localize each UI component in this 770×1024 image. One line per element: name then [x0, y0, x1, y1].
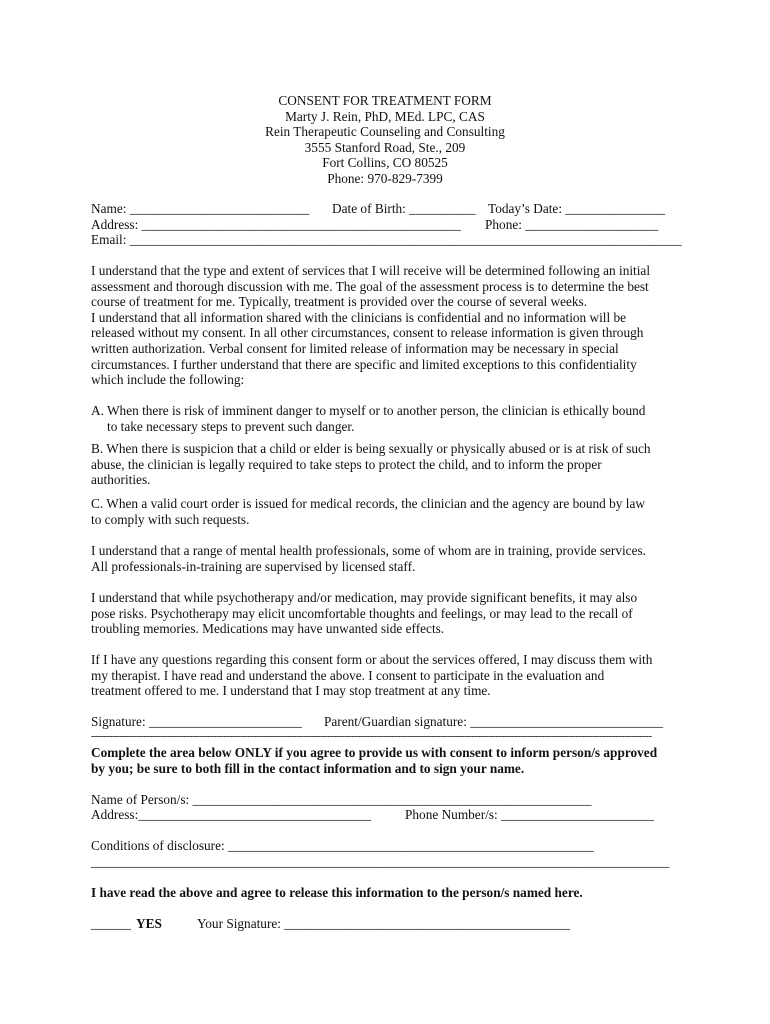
exception-c-line: to comply with such requests.: [91, 511, 250, 527]
conditions-field[interactable]: Conditions of disclosure: _______________________________________________________: [91, 838, 594, 853]
form-header: [0, 93, 770, 187]
client-info-row-2: [91, 217, 681, 233]
client-name-field[interactable]: Name: ___________________________: [91, 201, 310, 216]
person-name-row: [91, 792, 681, 808]
intro-line: released without my consent. In all other circumstances, consent to release information is given through: [91, 325, 644, 341]
exception-b-line: authorities.: [91, 472, 151, 488]
training-paragraph: [91, 543, 681, 574]
risks-line: I understand that while psychotherapy and/or medication, may provide significant benefits, it may also: [91, 590, 638, 605]
risks-line: pose risks. Psychotherapy may elicit uncomfortable thoughts and feelings, or may lead to the recall of: [91, 605, 633, 621]
conditions-row: [91, 838, 681, 854]
agreement-row: [91, 885, 681, 901]
release-instruction-line: by you; be sure to both fill in the contact information and to sign your name.: [91, 760, 525, 776]
person-phone-field[interactable]: Phone Number/s: _______________________: [405, 807, 654, 822]
intro-line: written authorization. Verbal consent for limited release of information may be necessary in special: [91, 340, 619, 356]
practice-address: 3555 Stanford Road, Ste., 209: [304, 139, 466, 155]
intro-line: which include the following:: [91, 372, 245, 388]
exception-b-line: B. When there is suspicion that a child or elder is being sexually or physically abused or is at risk of such: [91, 441, 651, 456]
intro-line: I understand that the type and extent of services that I will receive will be determined following an initial: [91, 263, 651, 278]
intro-line: I understand that all information shared with the clinicians is confidential and no information will be: [91, 309, 627, 325]
practice-name: Rein Therapeutic Counseling and Consulting: [265, 124, 505, 140]
questions-line: If I have any questions regarding this consent form or about the services offered, I may discuss them with: [91, 652, 653, 667]
release-instructions: [91, 745, 681, 776]
questions-line: my therapist. I have read and understand the above. I consent to participate in the evaluation and: [91, 667, 605, 683]
client-phone-field[interactable]: Phone: ____________________: [485, 217, 659, 232]
exception-c-line: C. When a valid court order is issued for medical records, the clinician and the agency are bound by law: [91, 496, 645, 511]
intro-line: circumstances. I further understand that there are specific and limited exceptions to this confidentiality: [91, 356, 637, 372]
risks-paragraph: [91, 590, 681, 637]
conditions-row-2: [91, 854, 681, 870]
therapist-name: Marty J. Rein, PhD, MEd. LPC, CAS: [285, 108, 485, 124]
exception-a-line: to take necessary steps to prevent such danger.: [107, 418, 355, 434]
person-address-field[interactable]: Address:___________________________________: [91, 807, 371, 822]
release-instruction-line: Complete the area below ONLY if you agree to provide us with consent to inform person/s approved: [91, 745, 658, 760]
todays-date-field[interactable]: Today’s Date: _______________: [488, 201, 666, 216]
exception-a: [91, 403, 681, 434]
conditions-field-line-2[interactable]: _______________________________________________________________________________________: [91, 854, 670, 869]
yes-label: YES: [136, 916, 162, 931]
exception-b-line: abuse, the clinician is legally required to take steps to protect the child, and to inform the proper: [91, 456, 602, 472]
agreement-statement: I have read the above and agree to release this information to the person/s named here.: [91, 885, 583, 900]
exception-b: [91, 441, 681, 488]
signature-row: [91, 714, 681, 730]
yes-blank-field[interactable]: ______: [91, 916, 131, 931]
signature-field[interactable]: Signature: _______________________: [91, 714, 302, 729]
training-line: I understand that a range of mental health professionals, some of whom are in training, provide services.: [91, 543, 646, 558]
your-signature-field[interactable]: Your Signature: ___________________________________________: [197, 916, 571, 931]
date-of-birth-field[interactable]: Date of Birth: __________: [332, 201, 476, 216]
client-address-field[interactable]: Address: ________________________________________________: [91, 217, 461, 232]
practice-city: Fort Collins, CO 80525: [322, 155, 448, 171]
exception-a-line: A. When there is risk of imminent danger to myself or to another person, the clinician is ethically bound: [91, 403, 646, 418]
form-title: CONSENT FOR TREATMENT FORM: [278, 93, 492, 108]
intro-paragraph: [91, 263, 681, 388]
person-contact-row: [91, 807, 681, 823]
questions-paragraph: [91, 652, 681, 699]
practice-phone: Phone: 970-829-7399: [327, 170, 443, 186]
section-divider: ---------------------------------------------------------------------------------------------------------------------------------------------------------------------------------------: [91, 731, 652, 741]
guardian-signature-field[interactable]: Parent/Guardian signature: _____________________________: [324, 714, 664, 729]
risks-line: troubling memories. Medications may have unwanted side effects.: [91, 621, 445, 637]
yes-signature-row: [91, 916, 681, 932]
client-info-row-1: [91, 201, 681, 217]
person-name-field[interactable]: Name of Person/s: ____________________________________________________________: [91, 792, 592, 807]
client-info-row-3: [91, 232, 681, 248]
questions-line: treatment offered to me. I understand that I may stop treatment at any time.: [91, 683, 491, 699]
intro-line: assessment and thorough discussion with me. The goal of the assessment process is to determine the best: [91, 278, 649, 294]
intro-line: course of treatment for me. Typically, treatment is provided over the course of several weeks.: [91, 294, 588, 310]
exception-c: [91, 496, 681, 527]
training-line: All professionals-in-training are supervised by licensed staff.: [91, 558, 416, 574]
client-email-field[interactable]: Email: ___________________________________________________________________________________: [91, 232, 682, 247]
